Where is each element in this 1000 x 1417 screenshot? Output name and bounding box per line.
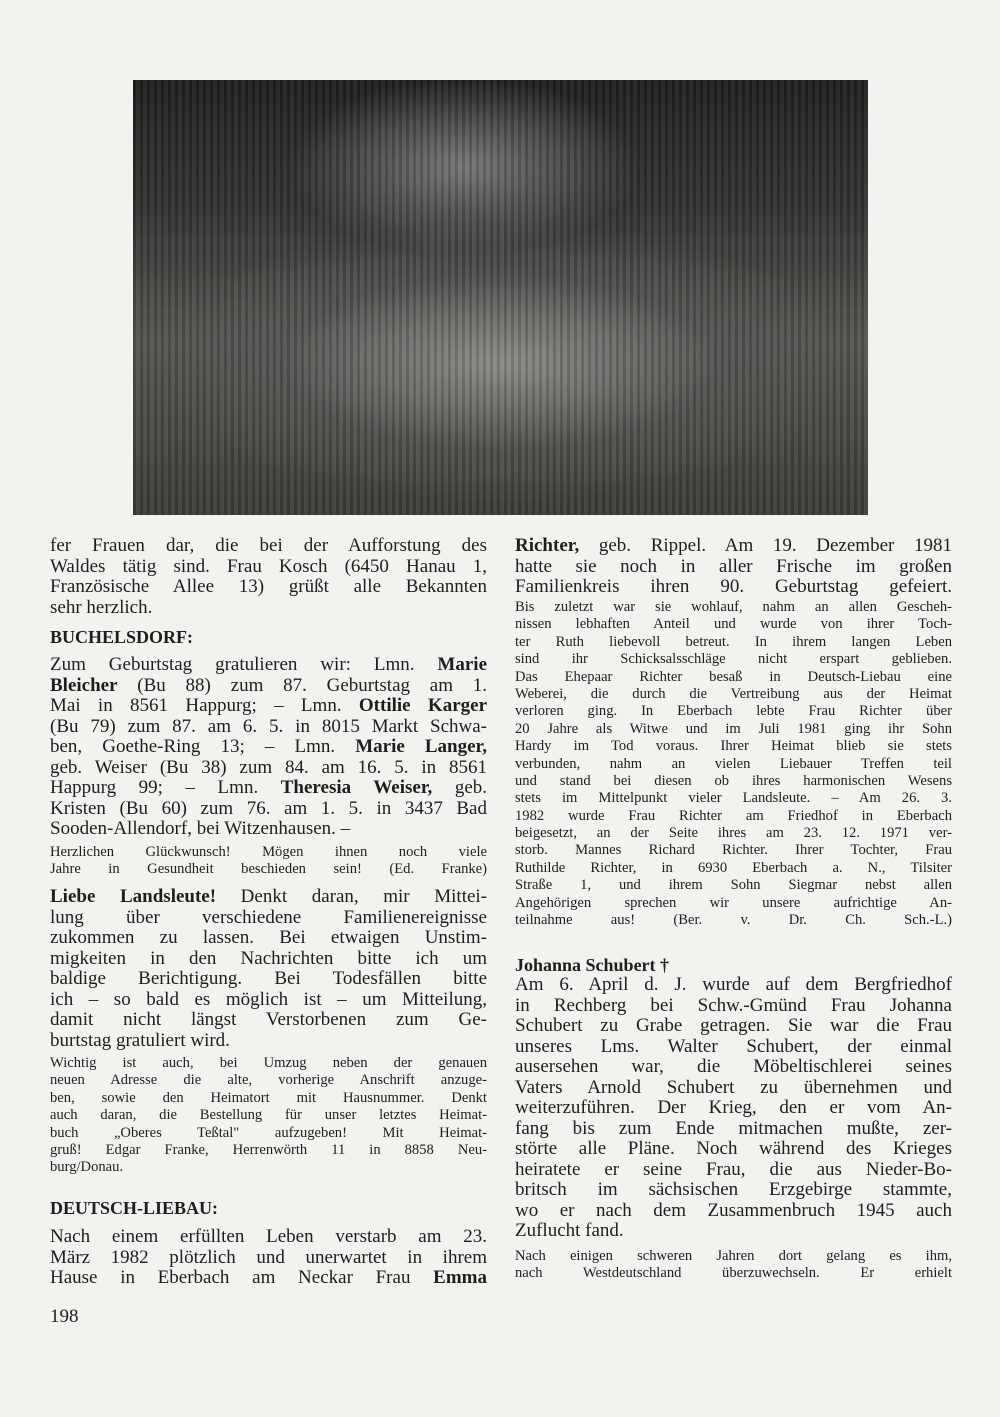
text-line: DEUTSCH-LIEBAU: [50, 1198, 219, 1218]
paragraph [50, 536, 487, 618]
text-line: März 1982 plötzlich und unerwartet in ihrem [50, 1247, 487, 1268]
bold-name: Emma [433, 1268, 487, 1288]
text-line: fang bis zum Ende mitmachen mußte, zer- [515, 1118, 952, 1139]
text-line: baldige Berichtigung. Bei Todesfällen bitte [50, 969, 487, 989]
text-line: zukommen zu lassen. Bei etwaigen Unstim- [50, 928, 487, 948]
text-line: Herzlichen Glückwunsch! Mögen ihnen noch viele [50, 844, 487, 860]
text-line: Jahre in Gesundheit beschieden sein! (Ed. Franke) [50, 861, 487, 878]
text-line: Familienkreis ihren 90. Geburtstag gefeiert. [515, 577, 952, 597]
text-line: 1982 wurde Frau Richter am Friedhof in Eberbach [515, 807, 952, 824]
text-line: Nach einem erfüllten Leben verstarb am 23. [50, 1227, 487, 1247]
text-line: Happurg 99; – Lmn. Theresia Weiser, geb. [50, 778, 487, 798]
paragraph [515, 599, 952, 929]
text-line: Weberei, die durch die Vertreibung aus der Heimat [515, 685, 952, 702]
text-line: ter Ruth liebevoll betreut. In ihrem langen Leben [515, 633, 952, 650]
text-line: Wichtig ist auch, bei Umzug neben der genauen [50, 1055, 487, 1071]
bold-name: Marie [437, 655, 487, 675]
text-line: sehr herzlich. [50, 597, 153, 618]
text-line: teilnahme aus! (Ber. v. Dr. Ch. Sch.-L.) [515, 912, 952, 929]
text-line: Bleicher (Bu 88) zum 87. Geburtstag am 1. [50, 675, 487, 696]
bold-name: Marie Langer, [355, 737, 487, 757]
section-heading [50, 627, 487, 647]
text-line: beigesetzt, an der Seite ihres am 23. 12. 1971 ver- [515, 825, 952, 842]
text-line: Hardy im Tod voraus. Ihrer Heimat blieb sie stets [515, 738, 952, 755]
page-number: 198 [50, 1306, 79, 1327]
text-line: verbunden, nahm an vielen Liebauer Treffen teil [515, 755, 952, 772]
text-line: Straße 1, und ihrem Sohn Siegmar nebst allen [515, 877, 952, 894]
text-line: Mai in 8561 Happurg; – Lmn. Ottilie Karger [50, 696, 487, 716]
text-line: Ruthilde Richter, in 6930 Eberbach a. N., Tilsiter [515, 859, 952, 876]
text-line: damit nicht längst Verstorbenen zum Ge- [50, 1010, 487, 1030]
text-line: storb. Mannes Richard Richter. Ihrer Tochter, Frau [515, 842, 952, 859]
paragraph [515, 1248, 952, 1283]
text-line: unseres Lms. Walter Schubert, der einmal [515, 1036, 952, 1057]
text-line: Zuflucht fand. [515, 1221, 624, 1241]
text-line: störte alle Pläne. Noch während des Krieges [515, 1139, 952, 1159]
bold-name: Liebe Landsleute! [50, 887, 217, 907]
bold-name: Richter, [515, 536, 580, 556]
group-photo-women-forest-workers [133, 80, 868, 515]
bold-name: Theresia Weiser, [280, 778, 433, 798]
paragraph [50, 1055, 487, 1177]
text-line: (Bu 79) zum 87. am 6. 5. in 8015 Markt Schwa- [50, 716, 487, 737]
text-line: burg/Donau. [50, 1159, 124, 1176]
text-line: 20 Jahre als Witwe und im Juli 1981 ging ihr Sohn [515, 720, 952, 737]
text-line: Kristen (Bu 60) zum 76. am 1. 5. in 3437 Bad [50, 798, 487, 819]
text-line: neuen Adresse die alte, vorherige Anschrift anzuge- [50, 1072, 487, 1089]
paragraph [50, 887, 487, 1051]
text-line: migkeiten in den Nachrichten bitte ich um [50, 948, 487, 969]
text-line: Am 6. April d. J. wurde auf dem Bergfriedhof [515, 975, 952, 995]
text-line: Waldes tätig sind. Frau Kosch (6450 Hanau 1, [50, 556, 487, 577]
text-line: geb. Weiser (Bu 38) zum 84. am 16. 5. in 8561 [50, 757, 487, 778]
text-line: auch daran, die Bestellung für unser letztes Heimat- [50, 1107, 487, 1124]
text-line: buch „Oberes Teßtal" aufzugeben! Mit Heimat- [50, 1124, 487, 1141]
text-line: Nach einigen schweren Jahren dort gelang es ihm, [515, 1248, 952, 1264]
text-line: wo er nach dem Zusammenbruch 1945 auch [515, 1200, 952, 1221]
text-line: Schubert zu Grabe getragen. Sie war die Frau [515, 1016, 952, 1036]
paragraph [515, 975, 952, 1242]
text-line: lung über verschiedene Familienereignisse [50, 907, 487, 928]
text-line: fer Frauen dar, die bei der Aufforstung des [50, 536, 487, 556]
text-line: Hause in Eberbach am Neckar Frau Emma [50, 1268, 487, 1288]
text-line: nissen lebhaften Anteil und wurde von ihrer Toch- [515, 616, 952, 633]
text-line: Das Ehepaar Richter besaß in Deutsch-Liebau eine [515, 668, 952, 685]
text-line: Französische Allee 13) grüßt alle Bekannten [50, 577, 487, 597]
text-line: Bis zuletzt war sie wohlauf, nahm an allen Gescheh- [515, 599, 952, 615]
text-line: ben, sowie den Heimatort mit Hausnummer. Denkt [50, 1089, 487, 1106]
text-line: weiterzuführen. Der Krieg, den er vom An- [515, 1098, 952, 1118]
paragraph [50, 655, 487, 840]
text-line: in Rechberg bei Schw.-Gmünd Frau Johanna [515, 995, 952, 1016]
text-line: verloren ging. In Eberbach lebte Frau Richter über [515, 703, 952, 720]
text-line: ich – so bald es möglich ist – um Mitteilung, [50, 989, 487, 1010]
text-line: Liebe Landsleute! Denkt daran, mir Mittei- [50, 887, 487, 907]
text-line: stets im Mittelpunkt vieler Landsleute. – Am 26. 3. [515, 790, 952, 807]
text-line: und stand bei diesen ob ihres harmonischen Wesens [515, 772, 952, 789]
paragraph [50, 844, 487, 879]
text-line: ausersehen war, die Möbeltischlerei seines [515, 1057, 952, 1077]
text-line: hatte sie noch in aller Frische im großen [515, 556, 952, 577]
paragraph [50, 1227, 487, 1289]
section-heading [50, 1198, 487, 1218]
text-line: gruß! Edgar Franke, Herrenwörth 11 in 8858 Neu- [50, 1141, 487, 1158]
text-line: Vaters Arnold Schubert zu übernehmen und [515, 1077, 952, 1098]
text-line: heiratete er seine Frau, die aus Nieder-Bo- [515, 1159, 952, 1180]
section-heading [515, 955, 952, 975]
text-line: britsch im sächsischen Erzgebirge stammte, [515, 1180, 952, 1200]
bold-name: Bleicher [50, 675, 118, 696]
paragraph [515, 536, 952, 598]
text-line: nach Westdeutschland überzuwechseln. Er erhielt [515, 1265, 952, 1282]
text-line: Richter, geb. Rippel. Am 19. Dezember 1981 [515, 536, 952, 556]
text-line: Zum Geburtstag gratulieren wir: Lmn. Marie [50, 655, 487, 675]
text-line: burtstag gratuliert wird. [50, 1030, 230, 1051]
text-line: sind ihr Schicksalsschläge nicht erspart geblieben. [515, 651, 952, 668]
text-line: BUCHELSDORF: [50, 627, 194, 647]
text-line: Angehörigen sprechen wir unsere aufrichtige An- [515, 894, 952, 911]
bold-name: Ottilie Karger [358, 696, 487, 716]
text-line: Sooden-Allendorf, bei Witzenhausen. – [50, 819, 351, 839]
text-line: Johanna Schubert † [515, 955, 670, 975]
text-line: ben, Goethe-Ring 13; – Lmn. Marie Langer, [50, 737, 487, 757]
